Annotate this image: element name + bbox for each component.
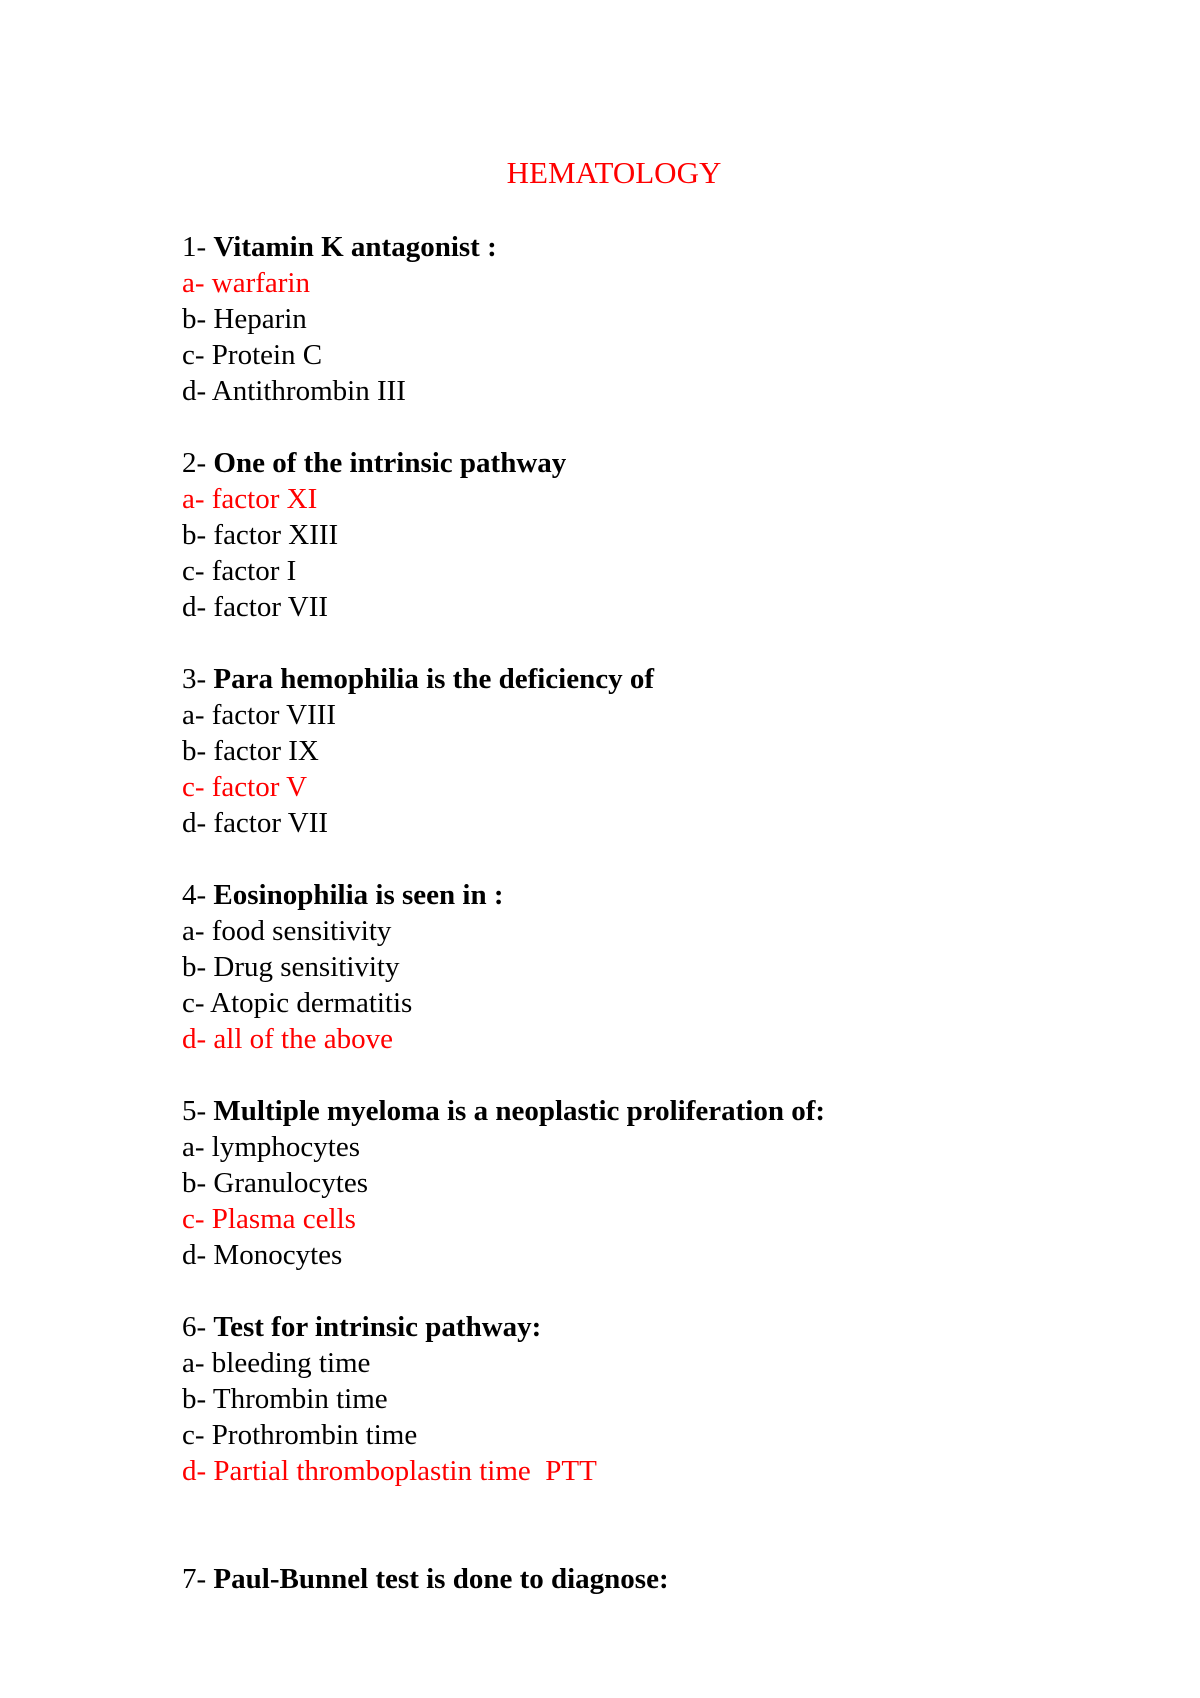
option-b: b- factor IX — [182, 735, 319, 767]
question-text: Multiple myeloma is a neoplastic proliferation of: — [213, 1095, 826, 1127]
question-number: 3- — [182, 663, 207, 695]
option-c: c- Plasma cells — [182, 1203, 356, 1235]
question-list — [182, 229, 1162, 1633]
question-7 — [182, 1561, 1162, 1597]
question-5-stem — [182, 1093, 1162, 1129]
option-a: a- bleeding time — [182, 1347, 371, 1379]
option-d: d- Partial thromboplastin time PTT — [182, 1455, 597, 1487]
option-b: b- Thrombin time — [182, 1383, 388, 1415]
question-1-stem — [182, 229, 1162, 265]
question-number: 4- — [182, 879, 207, 911]
question-1 — [182, 229, 1162, 409]
question-2 — [182, 445, 1162, 625]
option-a: a- factor XI — [182, 483, 318, 515]
question-text: Vitamin K antagonist : — [213, 231, 497, 263]
question-4 — [182, 877, 1162, 1057]
option-a: a- food sensitivity — [182, 915, 392, 947]
question-text: Test for intrinsic pathway: — [213, 1311, 542, 1343]
option-c: c- Prothrombin time — [182, 1419, 418, 1451]
option-c: c- Protein C — [182, 339, 323, 371]
option-a: a- factor VIII — [182, 699, 337, 731]
page-title: HEMATOLOGY — [506, 155, 722, 190]
question-2-stem — [182, 445, 1162, 481]
question-text: Para hemophilia is the deficiency of — [213, 663, 655, 695]
option-a: a- lymphocytes — [182, 1131, 360, 1163]
question-4-stem — [182, 877, 1162, 913]
question-3-stem — [182, 661, 1162, 697]
option-c: c- factor I — [182, 555, 297, 587]
question-text: Eosinophilia is seen in : — [213, 879, 504, 911]
question-text: Paul-Bunnel test is done to diagnose: — [213, 1563, 669, 1595]
option-d: d- Monocytes — [182, 1239, 343, 1271]
option-b: b- factor XIII — [182, 519, 339, 551]
question-number: 5- — [182, 1095, 207, 1127]
option-d: d- Antithrombin III — [182, 375, 406, 407]
option-c: c- Atopic dermatitis — [182, 987, 413, 1019]
option-c: c- factor V — [182, 771, 308, 803]
question-3 — [182, 661, 1162, 841]
question-number: 1- — [182, 231, 207, 263]
option-d: d- factor VII — [182, 807, 329, 839]
question-number: 7- — [182, 1563, 207, 1595]
option-d: d- all of the above — [182, 1023, 393, 1055]
question-5 — [182, 1093, 1162, 1273]
option-b: b- Granulocytes — [182, 1167, 369, 1199]
option-d: d- factor VII — [182, 591, 329, 623]
question-6 — [182, 1309, 1162, 1489]
question-6-stem — [182, 1309, 1162, 1345]
option-a: a- warfarin — [182, 267, 310, 299]
option-b: b- Drug sensitivity — [182, 951, 400, 983]
question-7-stem — [182, 1561, 1162, 1597]
option-b: b- Heparin — [182, 303, 307, 335]
question-number: 2- — [182, 447, 207, 479]
question-text: One of the intrinsic pathway — [213, 447, 567, 479]
question-number: 6- — [182, 1311, 207, 1343]
